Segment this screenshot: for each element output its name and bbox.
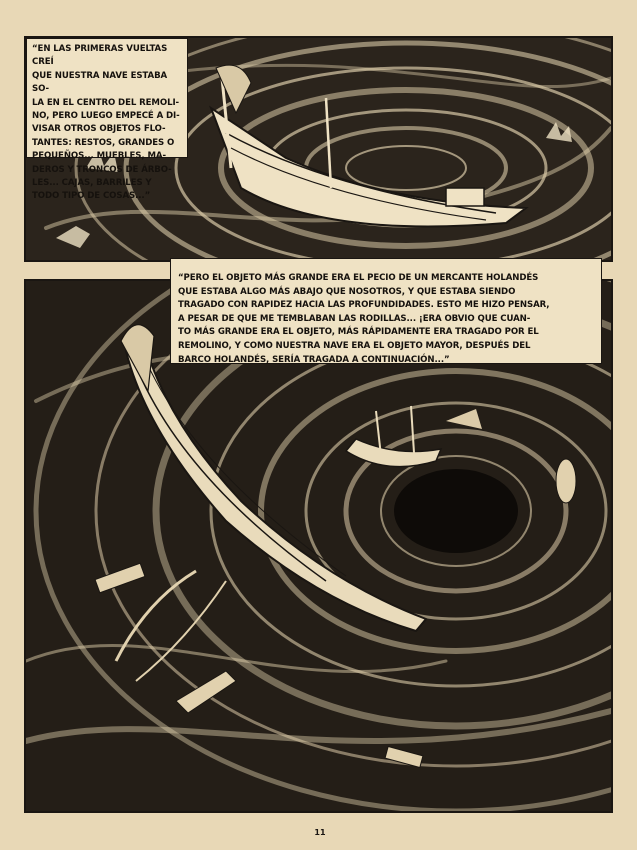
page-number: 11 (314, 828, 326, 837)
caption-box-panel-1: “EN LAS PRIMERAS VUELTAS CREÍ QUE NUESTRA NAVE ESTABA SO- LA EN EL CENTRO DEL REMOLI- NO, PERO LUEGO EMPECÉ A DI- VISAR OTROS OBJETOS FLO- TANTES: RESTOS, GRANDES O PEQUEÑOS... MUEBLES, MA- DEROS Y TRONCOS DE ÁRBO- LES... CAJAS, BARRILES Y TODO TIPO DE COSAS...” (26, 38, 188, 158)
caption-box-panel-2: “PERO EL OBJETO MÁS GRANDE ERA EL PECIO DE UN MERCANTE HOLANDÉS QUE ESTABA ALGO MÁS ABAJO QUE NOSOTROS, Y QUE ESTABA SIENDO TRAGADO CON RAPIDEZ HACIA LAS PROFUNDIDADES. ESTO ME HIZO PENSAR, A PESAR DE QUE ME TEMBLABAN LAS RODILLAS... ¡ERA OBVIO QUE CUAN- TO MÁS GRANDE ERA EL OBJETO, MÁS RÁPIDAMENTE ERA TRAGADO POR EL REMOLINO, Y COMO NUESTRA NAVE ERA EL OBJETO MAYOR, DESPUÉS DEL BARCO HOLANDÉS, SERÍA TRAGADA A CONTINUACIÓN...” (170, 258, 602, 364)
